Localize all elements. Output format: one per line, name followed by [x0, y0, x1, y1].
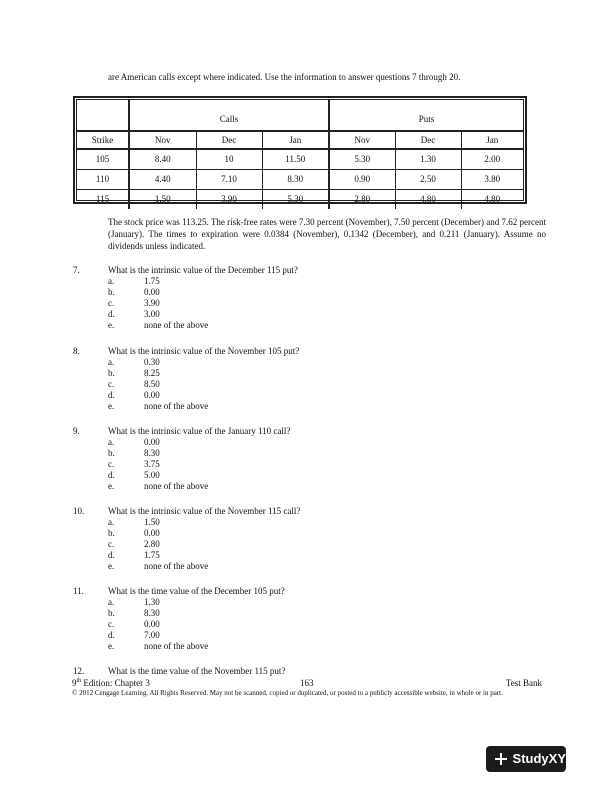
option-letter: e. [108, 320, 115, 330]
table-row [77, 190, 523, 210]
question-number: 7. [73, 265, 80, 275]
option-value: 7.00 [144, 630, 160, 640]
option-letter: b. [108, 368, 115, 378]
question-number: 11. [73, 586, 84, 596]
option-value: 3.90 [144, 298, 160, 308]
option-letter: a. [108, 597, 115, 607]
question-number: 9. [73, 426, 80, 436]
option-value: none of the above [144, 641, 209, 651]
options-table [73, 96, 527, 204]
question-text: What is the intrinsic value of the November 115 call? [108, 506, 301, 516]
option-value: 8.30 [144, 448, 160, 458]
option-value: 0.00 [144, 437, 160, 447]
table-cell: 0.90 [329, 170, 395, 190]
column-header: Nov [329, 131, 395, 149]
option-value: 3.75 [144, 459, 160, 469]
table-row [77, 170, 523, 190]
column-header: Nov [129, 131, 196, 149]
option-letter: d. [108, 390, 115, 400]
option-value: 8.25 [144, 368, 160, 378]
puts-header: Puts [329, 100, 523, 131]
option-value: 2.80 [144, 539, 160, 549]
question-text: What is the time value of the December 105 put? [108, 586, 285, 596]
table-cell: 8.30 [262, 170, 329, 190]
copyright-notice: © 2012 Cengage Learning. All Rights Reserved. May not be scanned, copied or duplicated, or posted to a publicly accessible website, in whole or in part. [72, 689, 503, 697]
assumptions-paragraph: The stock price was 113.25. The risk-free rates were 7.30 percent (November), 7.50 percent (December) and 7.62 percent (January). The times to expiration were 0.0384 (November), 0.1342 (December), and 0.211 (January). Assume no dividends unless indicated. [108, 217, 546, 251]
option-letter: b. [108, 528, 115, 538]
column-header: Jan [461, 131, 523, 149]
test-bank-label: Test Bank [505, 678, 542, 688]
option-letter: c. [108, 539, 115, 549]
table-cell: 11.50 [262, 149, 329, 170]
option-value: none of the above [144, 561, 209, 571]
option-value: 0.00 [144, 528, 160, 538]
option-value: 1.30 [144, 597, 160, 607]
option-letter: a. [108, 276, 115, 286]
option-letter: d. [108, 309, 115, 319]
option-value: 1.75 [144, 276, 160, 286]
option-letter: c. [108, 379, 115, 389]
column-header: Dec [196, 131, 262, 149]
option-letter: d. [108, 470, 115, 480]
option-value: 5.00 [144, 470, 160, 480]
option-letter: b. [108, 448, 115, 458]
column-header: Dec [395, 131, 461, 149]
option-letter: a. [108, 517, 115, 527]
option-letter: e. [108, 561, 115, 571]
option-letter: c. [108, 459, 115, 469]
option-letter: d. [108, 630, 115, 640]
option-letter: a. [108, 437, 115, 447]
question-number: 10. [73, 506, 85, 516]
question-text: What is the intrinsic value of the November 105 put? [108, 346, 300, 356]
option-value: 1.75 [144, 550, 160, 560]
option-letter: c. [108, 619, 115, 629]
option-letter: d. [108, 550, 115, 560]
option-value: 0.00 [144, 287, 160, 297]
option-value: none of the above [144, 320, 209, 330]
table-cell: 3.80 [461, 170, 523, 190]
badge-label: StudyXY [512, 751, 566, 767]
table-cell: 4.80 [461, 190, 523, 210]
option-value: 0.00 [144, 390, 160, 400]
table-cell: 1.50 [129, 190, 196, 210]
table-cell: 3.90 [196, 190, 262, 210]
option-value: 8.30 [144, 608, 160, 618]
table-cell: 105 [77, 149, 129, 170]
table-row [77, 149, 523, 170]
table-cell: 5.30 [329, 149, 395, 170]
question-number: 8. [73, 346, 80, 356]
table-cell: 10 [196, 149, 262, 170]
option-value: 0.30 [144, 357, 160, 367]
table-cell: 7.10 [196, 170, 262, 190]
table-cell: 110 [77, 170, 129, 190]
table-cell: 4.40 [129, 170, 196, 190]
option-value: 8.50 [144, 379, 160, 389]
question-text: What is the intrinsic value of the January 110 call? [108, 426, 291, 436]
column-header: Jan [262, 131, 329, 149]
calls-header: Calls [129, 100, 329, 131]
option-letter: c. [108, 298, 115, 308]
option-value: 0.00 [144, 619, 160, 629]
option-letter: e. [108, 481, 115, 491]
column-header: Strike [77, 131, 129, 149]
option-value: 3.00 [144, 309, 160, 319]
table-cell: 5.30 [262, 190, 329, 210]
question-number: 12. [73, 666, 85, 676]
option-letter: e. [108, 641, 115, 651]
option-value: 1.50 [144, 517, 160, 527]
option-letter: e. [108, 401, 115, 411]
option-value: none of the above [144, 401, 209, 411]
table-cell: 2.80 [329, 190, 395, 210]
intro-text: are American calls except where indicated. Use the information to answer questions 7 through 20. [108, 72, 461, 82]
plus-icon [495, 753, 507, 765]
studyxy-badge[interactable] [486, 746, 566, 772]
option-letter: b. [108, 287, 115, 297]
table-cell: 2.00 [461, 149, 523, 170]
option-letter: b. [108, 608, 115, 618]
option-letter: a. [108, 357, 115, 367]
table-cell: 115 [77, 190, 129, 210]
question-text: What is the time value of the November 115 put? [108, 666, 286, 676]
option-value: none of the above [144, 481, 209, 491]
table-cell: 4.80 [395, 190, 461, 210]
table-cell: 1.30 [395, 149, 461, 170]
page-number: 163 [300, 678, 314, 688]
question-text: What is the intrinsic value of the December 115 put? [108, 265, 298, 275]
table-cell: 8.40 [129, 149, 196, 170]
table-cell: 2.50 [395, 170, 461, 190]
edition-chapter: 9th Edition: Chapter 3 [72, 678, 150, 688]
